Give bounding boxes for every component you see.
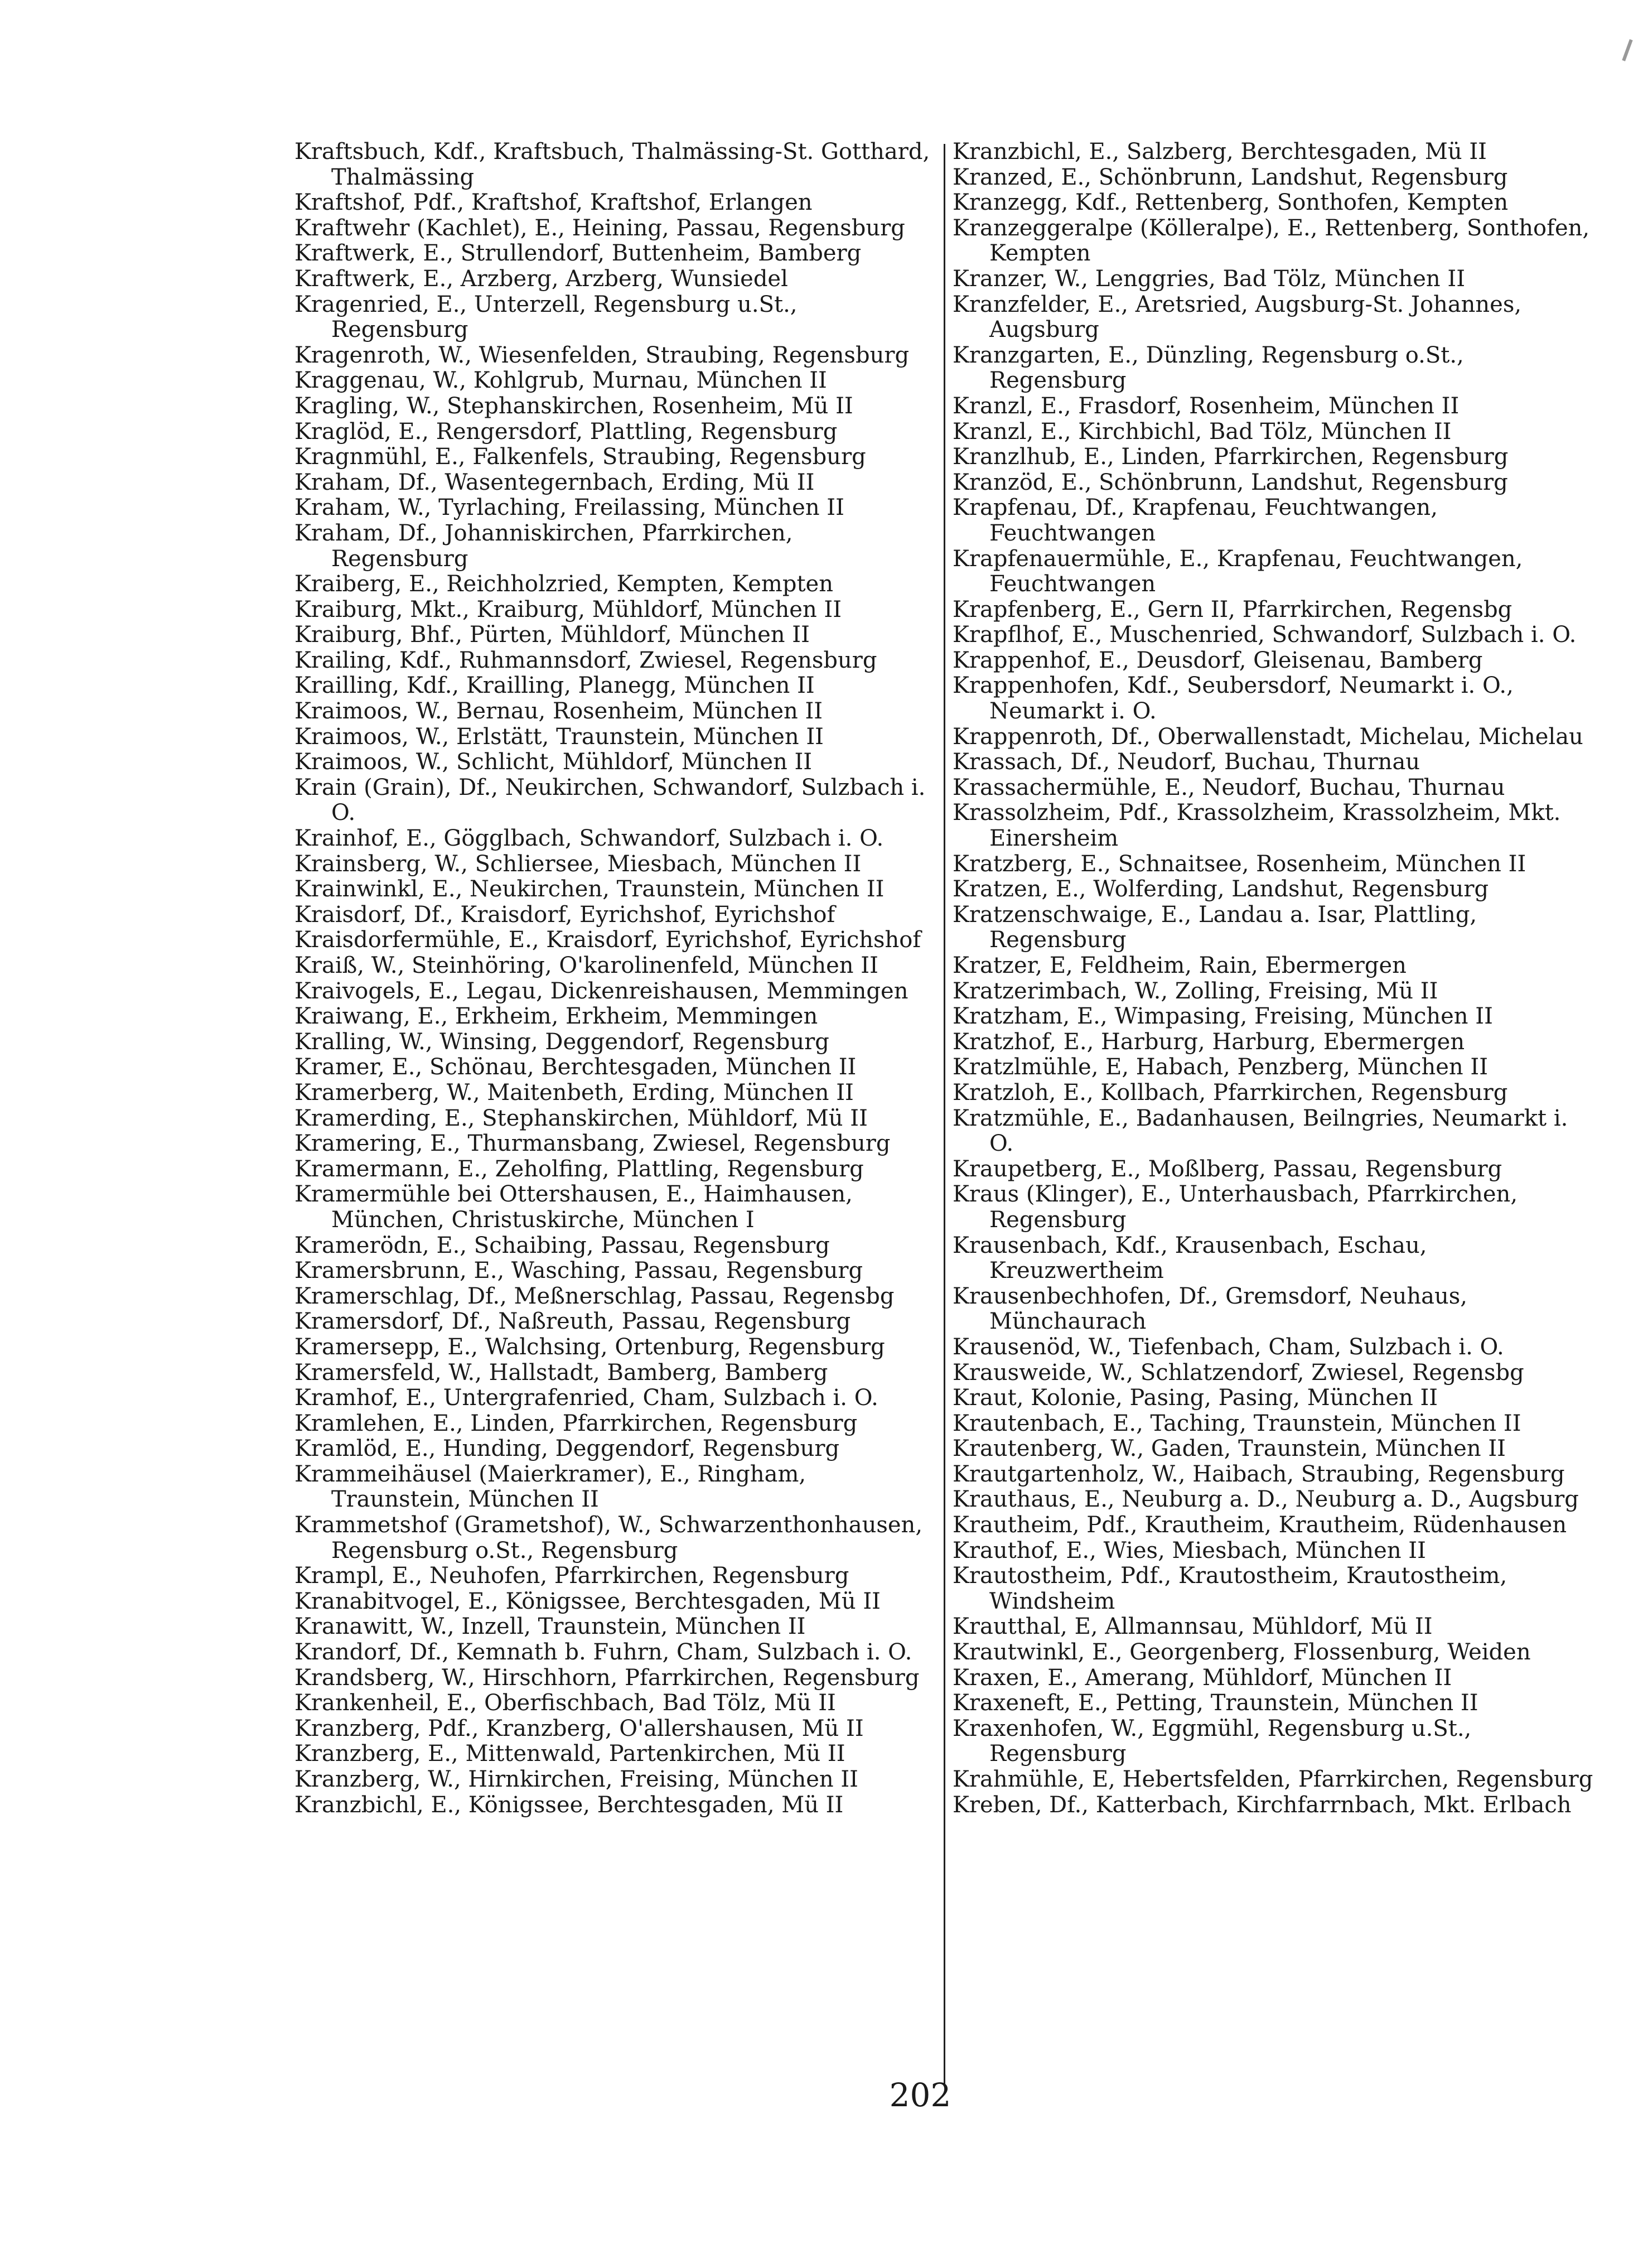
gazetteer-entry: Kranzberg, E., Mittenwald, Partenkirchen, Mü II (294, 1741, 845, 1767)
gazetteer-entry: Krapfenauermühle, E., Krapfenau, Feuchtwangen, Feuchtwangen (953, 546, 1523, 597)
gazetteer-entry: Kraiwang, E., Erkheim, Erkheim, Memmingen (294, 1003, 818, 1030)
gazetteer-entry: Kramlöd, E., Hunding, Deggendorf, Regensburg (294, 1436, 840, 1462)
gazetteer-entry: Krausenbach, Kdf., Krausenbach, Eschau, Kreuzwertheim (953, 1232, 1427, 1284)
gazetteer-entry: Kraham, Df., Wasentegernbach, Erding, Mü II (294, 469, 815, 495)
gazetteer-entry: Kragenroth, W., Wiesenfelden, Straubing, Regensburg (294, 342, 910, 368)
gazetteer-entry: Kraut, Kolonie, Pasing, Pasing, München II (953, 1385, 1438, 1411)
gazetteer-entry: Kratzen, E., Wolferding, Landshut, Regensburg (953, 876, 1489, 903)
gazetteer-entry: Krautenberg, W., Gaden, Traunstein, München II (953, 1436, 1506, 1462)
gazetteer-entry: Kranzer, W., Lenggries, Bad Tölz, München II (953, 266, 1466, 292)
gazetteer-entry: Kragling, W., Stephanskirchen, Rosenheim, Mü II (294, 393, 853, 419)
gazetteer-entry: Kratzmühle, E., Badanhausen, Beilngries, Neumarkt i. O. (953, 1105, 1568, 1157)
gazetteer-entry: Kramer, E., Schönau, Berchtesgaden, München II (294, 1054, 857, 1080)
gazetteer-entry: Kranabitvogel, E., Königssee, Berchtesgaden, Mü II (294, 1588, 881, 1614)
gazetteer-entry: Kranzfelder, E., Aretsried, Augsburg-St. Johannes, Augsburg (953, 291, 1522, 343)
gazetteer-entry: Kraglöd, E., Rengersdorf, Plattling, Regensburg (294, 418, 838, 445)
gazetteer-entry: Kranzbichl, E., Königssee, Berchtesgaden, Mü II (294, 1792, 844, 1818)
gazetteer-entry: Krautthal, E, Allmannsau, Mühldorf, Mü II (953, 1614, 1433, 1640)
gazetteer-entry: Kramermühle bei Ottershausen, E., Haimhausen, München, Christuskirche, München I (294, 1181, 853, 1233)
gazetteer-entry: Kraimoos, W., Bernau, Rosenheim, München II (294, 698, 823, 725)
gazetteer-entry: Kratzberg, E., Schnaitsee, Rosenheim, München II (953, 851, 1526, 877)
gazetteer-entry: Kraiburg, Mkt., Kraiburg, Mühldorf, München II (294, 596, 842, 623)
gazetteer-entry: Kranzlhub, E., Linden, Pfarrkirchen, Regensburg (953, 444, 1509, 470)
gazetteer-entry: Kraxen, E., Amerang, Mühldorf, München II (953, 1664, 1452, 1691)
gazetteer-entry: Kraus (Klinger), E., Unterhausbach, Pfarrkirchen, Regensburg (953, 1181, 1518, 1233)
gazetteer-entry: Kraivogels, E., Legau, Dickenreishausen, Memmingen (294, 978, 909, 1004)
scan-mark (1622, 39, 1632, 61)
gazetteer-entry: Kragenried, E., Unterzell, Regensburg u.St., Regensburg (294, 291, 798, 343)
gazetteer-entry: Krammeihäusel (Maierkramer), E., Ringham, Traunstein, München II (294, 1461, 806, 1513)
gazetteer-entry: Kranzl, E., Kirchbichl, Bad Tölz, München II (953, 418, 1452, 445)
gazetteer-entry: Kreben, Df., Katterbach, Kirchfarrnbach, Mkt. Erlbach (953, 1792, 1572, 1818)
right-column (953, 139, 1594, 1818)
gazetteer-entry: Krausenbechhofen, Df., Gremsdorf, Neuhaus, Münchaurach (953, 1283, 1467, 1335)
gazetteer-entry: Kraupetberg, E., Moßlberg, Passau, Regensburg (953, 1156, 1502, 1182)
gazetteer-entry: Kranzegg, Kdf., Rettenberg, Sonthofen, Kempten (953, 190, 1509, 216)
gazetteer-entry: Kratzlmühle, E, Habach, Penzberg, München II (953, 1054, 1488, 1080)
gazetteer-entry: Krapfenberg, E., Gern II, Pfarrkirchen, Regensbg (953, 596, 1512, 623)
gazetteer-entry: Krampl, E., Neuhofen, Pfarrkirchen, Regensburg (294, 1563, 849, 1589)
gazetteer-entry: Kranawitt, W., Inzell, Traunstein, München II (294, 1614, 806, 1640)
gazetteer-entry: Krailing, Kdf., Ruhmannsdorf, Zwiesel, Regensburg (294, 647, 877, 673)
gazetteer-entry: Kratzloh, E., Kollbach, Pfarrkirchen, Regensburg (953, 1079, 1508, 1106)
gazetteer-entry: Krappenhof, E., Deusdorf, Gleisenau, Bamberg (953, 647, 1483, 673)
gazetteer-entry: Krassach, Df., Neudorf, Buchau, Thurnau (953, 749, 1420, 775)
gazetteer-entry: Kraisdorf, Df., Kraisdorf, Eyrichshof, Eyrichshof (294, 901, 835, 928)
gazetteer-entry: Krankenheil, E., Oberfischbach, Bad Tölz, Mü II (294, 1690, 836, 1716)
gazetteer-entry: Krautenbach, E., Taching, Traunstein, München II (953, 1410, 1521, 1436)
gazetteer-entry: Kranzed, E., Schönbrunn, Landshut, Regensburg (953, 164, 1508, 190)
gazetteer-entry: Krahmühle, E, Hebertsfelden, Pfarrkirchen, Regensburg (953, 1767, 1593, 1792)
gazetteer-entry: Krapfenau, Df., Krapfenau, Feuchtwangen, Feuchtwangen (953, 495, 1438, 546)
gazetteer-entry: Kraxeneft, E., Petting, Traunstein, München II (953, 1690, 1478, 1716)
gazetteer-entry: Krappenhofen, Kdf., Seubersdorf, Neumarkt i. O., Neumarkt i. O. (953, 673, 1514, 725)
gazetteer-entry: Krassolzheim, Pdf., Krassolzheim, Krassolzheim, Mkt. Einersheim (953, 800, 1561, 852)
gazetteer-entry: Krainsberg, W., Schliersee, Miesbach, München II (294, 851, 862, 877)
left-column (294, 139, 936, 1818)
gazetteer-entry: Kranzbichl, E., Salzberg, Berchtesgaden, Mü II (953, 139, 1487, 165)
gazetteer-entry: Kranzöd, E., Schönbrunn, Landshut, Regensburg (953, 469, 1508, 495)
gazetteer-entry: Krailling, Kdf., Krailling, Planegg, München II (294, 673, 815, 699)
gazetteer-entry: Krammetshof (Grametshof), W., Schwarzenthonhausen, Regensburg o.St., Regensburg (294, 1512, 923, 1564)
gazetteer-entry: Kraggenau, W., Kohlgrub, Murnau, München II (294, 368, 827, 394)
gazetteer-entry: Kralling, W., Winsing, Deggendorf, Regensburg (294, 1029, 829, 1055)
gazetteer-entry: Kratzenschwaige, E., Landau a. Isar, Plattling, Regensburg (953, 901, 1477, 953)
gazetteer-entry: Kraxenhofen, W., Eggmühl, Regensburg u.St., Regensburg (953, 1715, 1472, 1767)
gazetteer-entry: Kranzberg, W., Hirnkirchen, Freising, München II (294, 1767, 858, 1792)
gazetteer-entry: Kramersdorf, Df., Naßreuth, Passau, Regensburg (294, 1309, 851, 1335)
page-number: 202 (889, 2076, 951, 2114)
gazetteer-entry: Krauthaus, E., Neuburg a. D., Neuburg a. D., Augsburg (953, 1487, 1579, 1513)
gazetteer-entry: Kramerding, E., Stephanskirchen, Mühldorf, Mü II (294, 1105, 868, 1131)
gazetteer-entry: Krassachermühle, E., Neudorf, Buchau, Thurnau (953, 774, 1505, 800)
gazetteer-entry: Krainhof, E., Gögglbach, Schwandorf, Sulzbach i. O. (294, 826, 884, 852)
gazetteer-entry: Kramersepp, E., Walchsing, Ortenburg, Regensburg (294, 1334, 885, 1360)
gazetteer-entry: Kraham, Df., Johanniskirchen, Pfarrkirchen, Regensburg (294, 520, 793, 572)
gazetteer-entry: Kraftwerk, E., Strullendorf, Buttenheim, Bamberg (294, 240, 862, 267)
gazetteer-entry: Kratzerimbach, W., Zolling, Freising, Mü II (953, 978, 1438, 1004)
gazetteer-entry: Kratzham, E., Wimpasing, Freising, München II (953, 1003, 1493, 1030)
gazetteer-entry: Kramerschlag, Df., Meßnerschlag, Passau, Regensbg (294, 1283, 895, 1309)
gazetteer-entry: Krautheim, Pdf., Krautheim, Krautheim, Rüdenhausen (953, 1512, 1567, 1538)
gazetteer-entry: Kraimoos, W., Schlicht, Mühldorf, München II (294, 749, 813, 775)
gazetteer-entry: Kraftwehr (Kachlet), E., Heining, Passau, Regensburg (294, 215, 905, 241)
gazetteer-entry: Kraftwerk, E., Arzberg, Arzberg, Wunsiedel (294, 266, 788, 292)
gazetteer-entry: Kramerödn, E., Schaibing, Passau, Regensburg (294, 1232, 830, 1258)
gazetteer-entry: Kranzgarten, E., Dünzling, Regensburg o.St., Regensburg (953, 342, 1464, 394)
gazetteer-entry: Kranzeggeralpe (Kölleralpe), E., Rettenberg, Sonthofen, Kempten (953, 215, 1590, 267)
gazetteer-entry: Kraisdorfermühle, E., Kraisdorf, Eyrichshof, Eyrichshof (294, 927, 921, 953)
gazetteer-entry: Kramersbrunn, E., Wasching, Passau, Regensburg (294, 1258, 863, 1284)
gazetteer-entry: Kramlehen, E., Linden, Pfarrkirchen, Regensburg (294, 1410, 858, 1436)
gazetteer-entry: Kramering, E., Thurmansbang, Zwiesel, Regensburg (294, 1131, 891, 1157)
gazetteer-entry: Kraiberg, E., Reichholzried, Kempten, Kempten (294, 571, 833, 597)
gazetteer-entry: Kraimoos, W., Erlstätt, Traunstein, München II (294, 723, 824, 750)
gazetteer-entry: Krauthof, E., Wies, Miesbach, München II (953, 1537, 1426, 1564)
gazetteer-entry: Krautostheim, Pdf., Krautostheim, Krautostheim, Windsheim (953, 1563, 1507, 1614)
gazetteer-entry: Krandorf, Df., Kemnath b. Fuhrn, Cham, Sulzbach i. O. (294, 1639, 912, 1666)
column-divider (944, 144, 945, 2085)
gazetteer-entry: Kramhof, E., Untergrafenried, Cham, Sulzbach i. O. (294, 1385, 878, 1411)
gazetteer-entry: Krandsberg, W., Hirschhorn, Pfarrkirchen, Regensburg (294, 1664, 920, 1691)
gazetteer-entry: Krautwinkl, E., Georgenberg, Flossenburg, Weiden (953, 1639, 1531, 1666)
gazetteer-entry: Kraftshof, Pdf., Kraftshof, Kraftshof, Erlangen (294, 190, 813, 216)
gazetteer-entry: Kraiß, W., Steinhöring, O'karolinenfeld, München II (294, 953, 878, 978)
gazetteer-entry: Krainwinkl, E., Neukirchen, Traunstein, München II (294, 876, 885, 903)
gazetteer-entry: Kratzhof, E., Harburg, Harburg, Ebermergen (953, 1029, 1465, 1055)
gazetteer-entry: Kragnmühl, E., Falkenfels, Straubing, Regensburg (294, 444, 866, 470)
gazetteer-entry: Kranzberg, Pdf., Kranzberg, O'allershausen, Mü II (294, 1715, 864, 1741)
gazetteer-entry: Kramersfeld, W., Hallstadt, Bamberg, Bamberg (294, 1359, 828, 1386)
gazetteer-entry: Krausweide, W., Schlatzendorf, Zwiesel, Regensbg (953, 1359, 1524, 1386)
gazetteer-entry: Kramermann, E., Zeholfing, Plattling, Regensburg (294, 1156, 864, 1182)
gazetteer-entry: Krautgartenholz, W., Haibach, Straubing, Regensburg (953, 1461, 1565, 1487)
gazetteer-entry: Kraiburg, Bhf., Pürten, Mühldorf, München II (294, 622, 810, 648)
gazetteer-entry: Kraham, W., Tyrlaching, Freilassing, München II (294, 495, 844, 521)
gazetteer-entry: Krapflhof, E., Muschenried, Schwandorf, Sulzbach i. O. (953, 622, 1577, 648)
gazetteer-entry: Kramerberg, W., Maitenbeth, Erding, München II (294, 1079, 854, 1106)
gazetteer-entry: Krausenöd, W., Tiefenbach, Cham, Sulzbach i. O. (953, 1334, 1504, 1360)
gazetteer-entry: Kranzl, E., Frasdorf, Rosenheim, München II (953, 393, 1460, 419)
gazetteer-entry: Kratzer, E, Feldheim, Rain, Ebermergen (953, 953, 1407, 978)
gazetteer-entry: Kraftsbuch, Kdf., Kraftsbuch, Thalmässing-St. Gotthard, Thalmässing (294, 139, 930, 190)
gazetteer-entry: Krappenroth, Df., Oberwallenstadt, Michelau, Michelau (953, 723, 1583, 750)
gazetteer-entry: Krain (Grain), Df., Neukirchen, Schwandorf, Sulzbach i. O. (294, 774, 926, 826)
